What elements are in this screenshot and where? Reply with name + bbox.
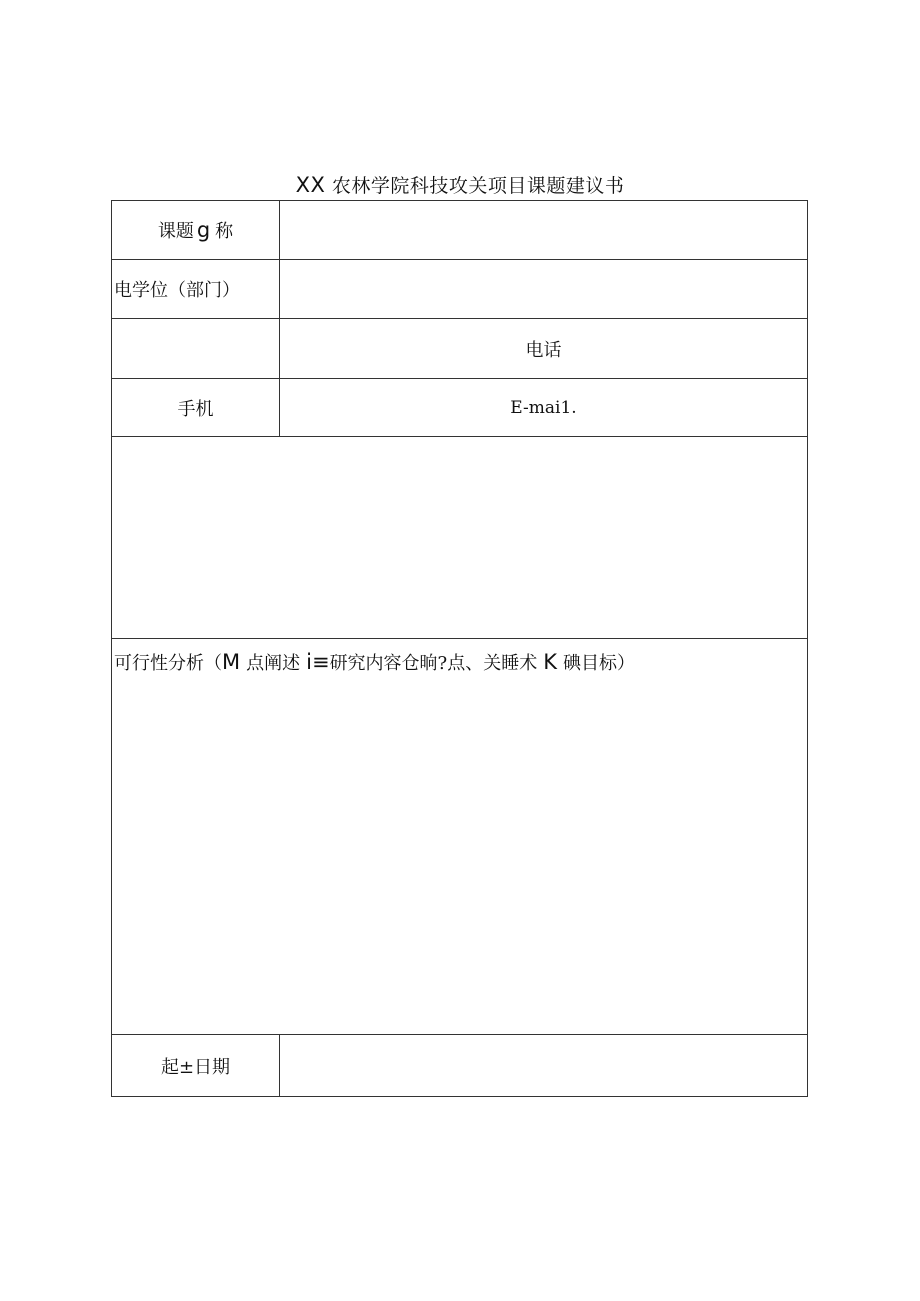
page-title bbox=[0, 170, 920, 201]
dates-value-cell[interactable] bbox=[280, 1035, 808, 1097]
title-text: 农林学院科技攻关项目课题建议书 bbox=[331, 175, 625, 197]
department-label: 电学位（部门） bbox=[112, 260, 280, 319]
title-prefix: XX bbox=[295, 173, 326, 197]
feasibility-row bbox=[112, 639, 808, 1035]
mobile-label: 手机 bbox=[112, 379, 280, 437]
feasibility-label-part-2: M bbox=[222, 650, 241, 674]
proposal-form-table bbox=[111, 200, 808, 1097]
email-label: E-mai1. bbox=[280, 379, 808, 437]
blank-label-cell[interactable] bbox=[112, 319, 280, 379]
phone-row bbox=[112, 319, 808, 379]
blank-block-row bbox=[112, 437, 808, 639]
project-name-row bbox=[112, 201, 808, 260]
feasibility-label-part-6: K bbox=[543, 650, 557, 674]
project-name-label-part-a: 课题 bbox=[157, 221, 194, 242]
dates-label: 起±日期 bbox=[112, 1035, 280, 1097]
feasibility-label-part-5: 研究内容仓晌?点、关睡术 bbox=[329, 653, 538, 674]
dates-row bbox=[112, 1035, 808, 1097]
feasibility-label-part-7: 碘目标） bbox=[563, 653, 635, 674]
feasibility-label-part-3: 点阐述 bbox=[246, 653, 301, 674]
feasibility-label bbox=[112, 639, 807, 675]
blank-block-cell[interactable] bbox=[112, 437, 808, 639]
phone-label: 电话 bbox=[280, 319, 808, 379]
department-value-cell[interactable] bbox=[280, 260, 808, 319]
project-name-label-part-b: g bbox=[196, 218, 211, 242]
project-name-value-cell[interactable] bbox=[280, 201, 808, 260]
feasibility-label-part-4: i≡ bbox=[306, 650, 330, 674]
mobile-row bbox=[112, 379, 808, 437]
department-row bbox=[112, 260, 808, 319]
project-name-label-part-c: 称 bbox=[215, 221, 234, 242]
project-name-label bbox=[112, 201, 280, 260]
feasibility-cell[interactable] bbox=[112, 639, 808, 1035]
feasibility-label-part-1: 可行性分析（ bbox=[114, 653, 222, 674]
